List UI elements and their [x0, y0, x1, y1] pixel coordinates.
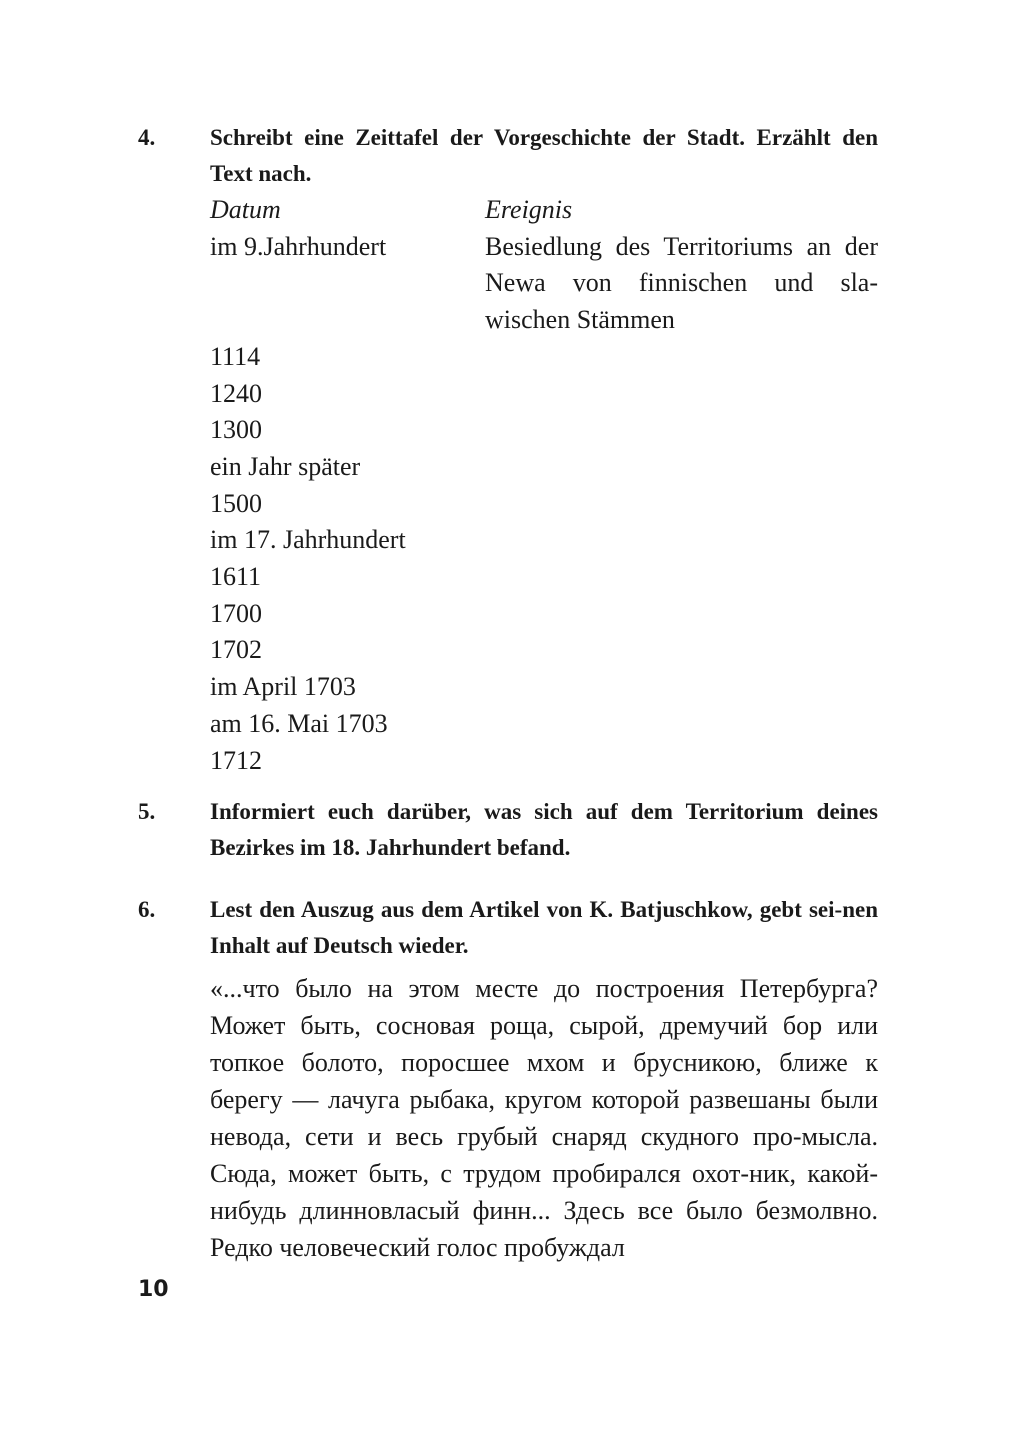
timeline-row [210, 706, 878, 743]
timeline-event [485, 596, 878, 633]
timeline-row [210, 339, 878, 376]
timeline-row [210, 522, 878, 559]
timeline-row [210, 669, 878, 706]
timeline-date: 1240 [210, 378, 262, 408]
task-number: 4. [138, 125, 156, 150]
timeline-row [210, 412, 878, 449]
timeline-row [210, 449, 878, 486]
timeline-date: im 17. Jahrhundert [210, 525, 406, 555]
task-body [210, 120, 878, 779]
timeline-date: 1702 [210, 635, 262, 665]
timeline-event: Besiedlung des Territoriums an der Newa von finnischen und sla-wischen Stämmen [485, 231, 878, 335]
timeline-date: 1500 [210, 488, 262, 518]
task-body [210, 892, 878, 1266]
timeline-row [210, 559, 878, 596]
timeline-date: im April 1703 [210, 672, 356, 702]
task-number: 5. [138, 799, 156, 824]
timeline-event [485, 376, 878, 413]
timeline-event [485, 743, 878, 780]
task-number: 6. [138, 897, 156, 922]
timeline-date: am 16. Mai 1703 [210, 708, 388, 738]
timeline-event [485, 706, 878, 743]
timeline-row [210, 743, 878, 780]
timeline-row [210, 596, 878, 633]
task-5 [138, 794, 878, 866]
page-number: 10 [138, 1277, 169, 1302]
timeline-header [210, 192, 878, 229]
timeline-event [485, 559, 878, 596]
timeline-rows [210, 229, 878, 780]
timeline-date: im 9.Jahrhundert [210, 231, 387, 261]
timeline-event [485, 412, 878, 449]
timeline-event [485, 632, 878, 669]
header-date: Datum [210, 195, 281, 224]
task-body [210, 794, 878, 866]
timeline-date: 1611 [210, 562, 262, 592]
timeline-event [485, 486, 878, 523]
timeline-date: 1712 [210, 745, 262, 775]
quote-text: «...что было на этом месте до построения Петербурга? Может быть, сосновая роща, сырой, дремучий бор или топкое болото, поросшее мхом и брусникою, ближе к берегу — лачуга рыбака, кругом которой развешаны были невода, сети и весь грубый снаряд скудного про-мысла. Сюда, может быть, с трудом пробирался охот-ник, какой-нибудь длинновласый финн... Здесь все было безмолвно. Редко человеческий голос пробуждал [210, 974, 878, 1262]
timeline-event [485, 522, 878, 559]
timeline-event [485, 449, 878, 486]
timeline-row [210, 376, 878, 413]
task-instruction: Schreibt eine Zeittafel der Vorgeschichte der Stadt. Erzählt den Text nach. [210, 125, 878, 186]
task-6 [138, 892, 878, 1266]
timeline-row [210, 632, 878, 669]
timeline-event [485, 669, 878, 706]
task-instruction: Lest den Auszug aus dem Artikel von K. Batjuschkow, gebt sei-nen Inhalt auf Deutsch wieder. [210, 897, 878, 958]
timeline-row [210, 229, 878, 339]
header-event: Ereignis [485, 195, 573, 224]
task-instruction: Informiert euch darüber, was sich auf dem Territorium deines Bezirkes im 18. Jahrhundert befand. [210, 799, 878, 860]
task-4 [138, 120, 878, 779]
timeline-date: 1114 [210, 341, 261, 371]
timeline-date: ein Jahr später [210, 451, 361, 481]
timeline-row [210, 486, 878, 523]
timeline-date: 1300 [210, 415, 262, 445]
timeline-event [485, 339, 878, 376]
timeline-date: 1700 [210, 598, 262, 628]
timeline-table [210, 192, 878, 779]
